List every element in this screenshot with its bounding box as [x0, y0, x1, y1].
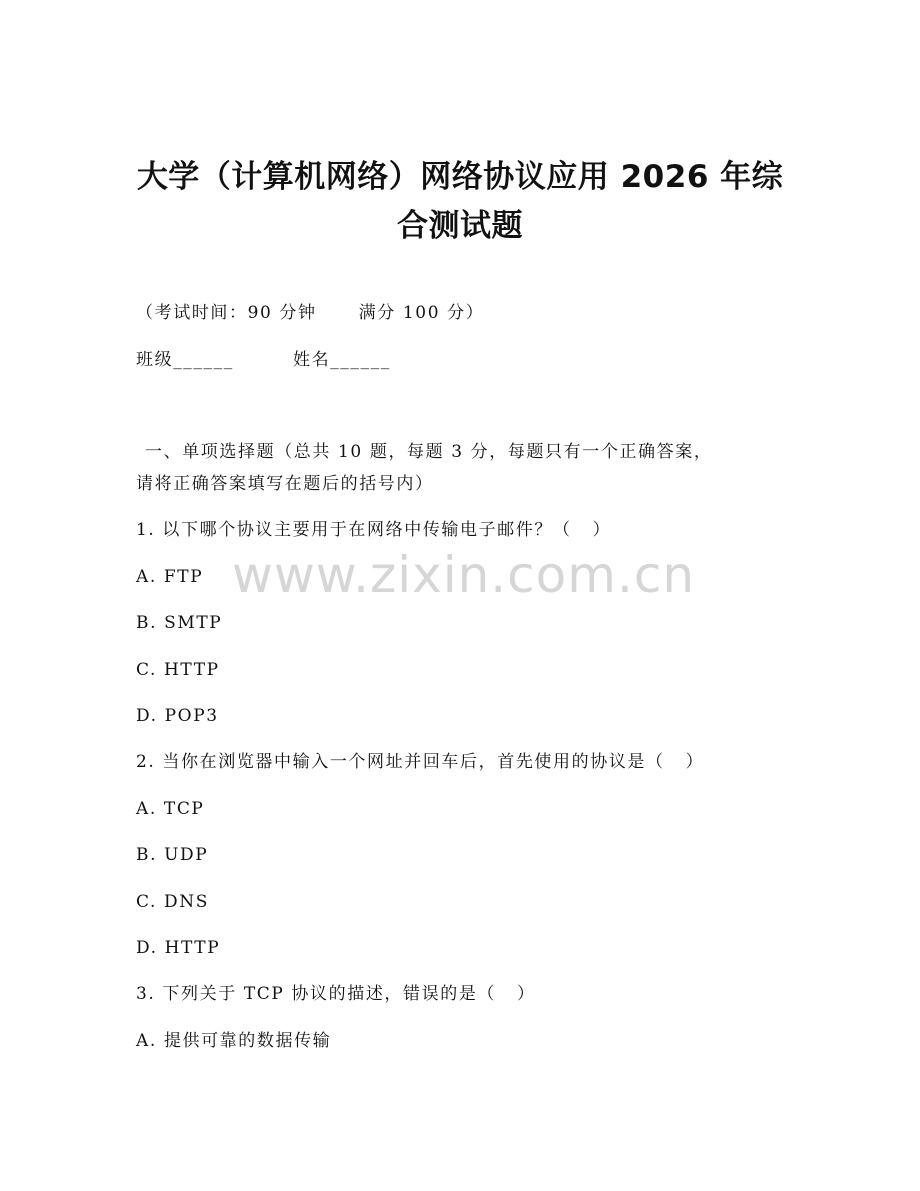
- section-heading-line-1: 一、单项选择题（总共 10 题，每题 3 分，每题只有一个正确答案，: [145, 442, 713, 462]
- title-line-2: 合测试题: [397, 208, 523, 244]
- name-field: 姓名______: [293, 350, 391, 370]
- q2-option-a: A. TCP: [136, 799, 205, 819]
- class-field: 班级______: [136, 350, 234, 370]
- section-heading-line-2: 请将正确答案填写在题后的括号内）: [136, 474, 434, 494]
- q1-option-d: D. POP3: [136, 706, 219, 726]
- q3-option-a: A. 提供可靠的数据传输: [136, 1031, 332, 1051]
- watermark: www.zixin.com.cn: [232, 546, 696, 604]
- title-line-1: 大学（计算机网络）网络协议应用 2026 年综: [136, 159, 784, 195]
- q2-option-d: D. HTTP: [136, 938, 221, 958]
- q1-option-b: B. SMTP: [136, 613, 223, 633]
- question-2: 2. 当你在浏览器中输入一个网址并回车后，首先使用的协议是（ ）: [136, 752, 705, 772]
- exam-meta: （考试时间：90 分钟 满分 100 分）: [136, 303, 485, 323]
- q2-option-b: B. UDP: [136, 845, 209, 865]
- q2-option-c: C. DNS: [136, 892, 209, 912]
- question-3: 3. 下列关于 TCP 协议的描述，错误的是（ ）: [136, 984, 536, 1004]
- q1-option-c: C. HTTP: [136, 660, 220, 680]
- q1-option-a: A. FTP: [136, 567, 204, 587]
- question-1: 1. 以下哪个协议主要用于在网络中传输电子邮件？（ ）: [136, 520, 612, 540]
